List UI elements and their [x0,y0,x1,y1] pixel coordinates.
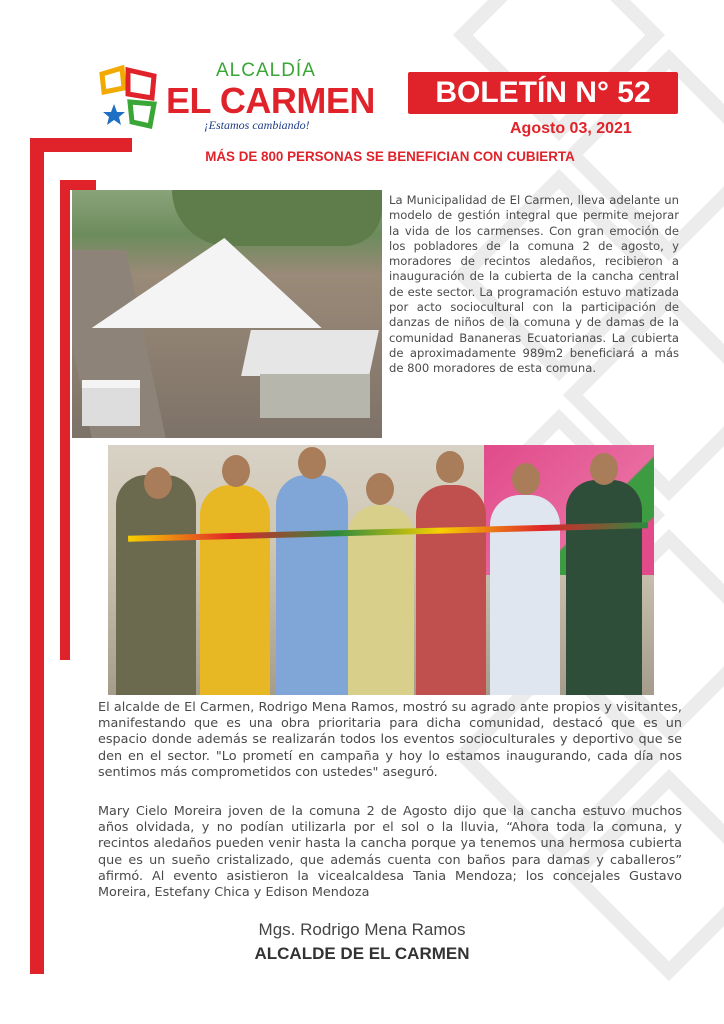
signature-name: Mgs. Rodrigo Mena Ramos [258,920,466,939]
photo-person [116,475,196,695]
headline: MÁS DE 800 PERSONAS SE BENEFICIAN CON CUBIERTA [205,149,575,164]
logo-mark-icon [98,64,162,130]
photo-roof [92,238,335,328]
bracket-side [60,180,70,660]
bulletin-date: Agosto 03, 2021 [510,120,632,137]
photo-head [590,453,618,485]
body-paragraph-1: La Municipalidad de El Carmen, lleva adelante un modelo de gestión integral que permite mejorar la vida de los carmenses. Con gran emoción de los pobladores de la comuna 2 de agosto, y moradores de recintos aledaños, recibieron a inauguración de la cubierta de la cancha central de este sector. La programación estuvo matizada por acto sociocultural con la participación de danzas de niños de la comuna y de damas de la comunidad Bananeras Ecuatorianas. La cubierta de aproximadamente 989m2 beneficiará a más de 800 moradores de esta comuna. [389,193,679,376]
ribbon-cutting-photo [108,445,654,695]
signature-title: ALCALDE DE EL CARMEN [254,944,470,963]
photo-person [566,480,642,695]
logo-city-name: EL CARMEN [166,80,375,121]
photo-person [200,485,270,695]
photo-head [366,473,394,505]
photo-head [144,467,172,499]
municipality-logo [98,58,375,138]
photo-head [298,447,326,479]
logo-slogan: ¡Estamos cambiando! [204,118,310,132]
photo-head [222,455,250,487]
photo-head [512,463,540,495]
photo-person [416,485,486,695]
left-red-bar [30,138,44,974]
aerial-photo-covered-court [72,190,382,438]
photo-head [436,451,464,483]
photo-building [260,374,370,418]
photo-person [276,475,348,695]
bulletin-number-badge: BOLETÍN N° 52 [408,72,678,114]
body-paragraph-3: Mary Cielo Moreira joven de la comuna 2 de Agosto dijo que la cancha estuvo muchos años olvidada, y no podían utilizarla por el sol o la lluvia, “Ahora toda la comuna, y recintos aledaños pueden venir hasta la cancha porque ya tenemos una hermosa cubierta que es un sueño cristalizado, que además cuenta con baños para damas y caballeros” afirmó. Al evento asistieron la vicealcaldesa Tania Mendoza; los concejales Gustavo Moreira, Estefany Chica y Edison Mendoza [98,804,682,901]
body-paragraph-2: El alcalde de El Carmen, Rodrigo Mena Ramos, mostró su agrado ante propios y visitantes, manifestando que es una obra prioritaria para dicha comunidad, destacó que es un espacio donde además se realizarán todos los eventos socioculturales y deportivo que se den en el sector. "Lo prometí en campaña y hoy lo estamos inaugurando, cada día nos sentimos más comprometidos con ustedes" aseguró. [98,700,682,780]
photo-hut [82,380,140,426]
photo-roof-secondary [241,330,379,376]
logo-alcaldia-text: ALCALDÍA [216,60,316,81]
